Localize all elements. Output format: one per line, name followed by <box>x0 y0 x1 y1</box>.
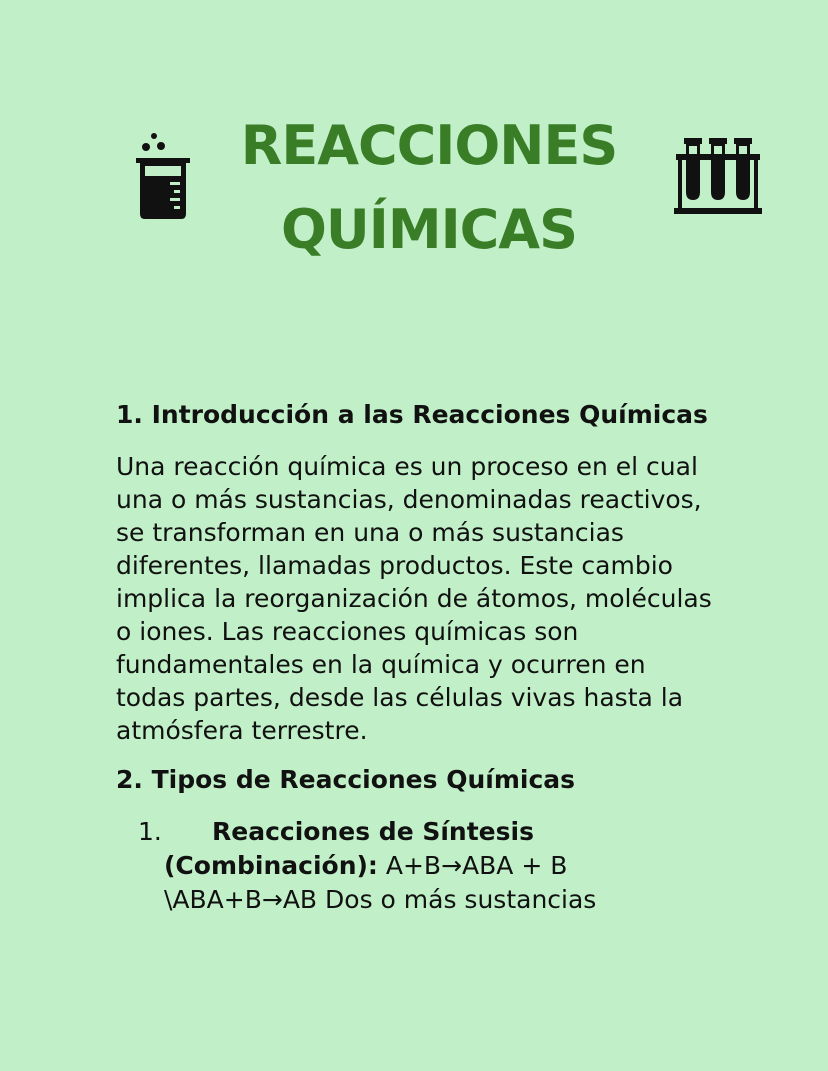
page-title <box>214 104 644 272</box>
section-2-heading: 2. Tipos de Reacciones Químicas <box>116 765 576 794</box>
main-content <box>116 398 716 917</box>
section-1-paragraph: Una reacción química es un proceso en el cual una o más sustancias, denominadas reactivos, se transforman en una o más sustancias diferentes, llamadas productos. Este cambio implica la reorganización de átomos, moléculas o iones. Las reacciones químicas son fundamentales en la química y ocurren en todas partes, desde las células vivas hasta la atmósfera terrestre. <box>116 452 712 745</box>
list-item <box>116 815 716 917</box>
list-item-text: A+B→ABA + B \ABA+B→AB Dos o más sustancias <box>164 851 597 914</box>
list-item-title-cont: (Combinación): <box>164 851 378 880</box>
test-tubes-icon <box>672 134 764 218</box>
header <box>0 0 828 300</box>
title-line-2: QUÍMICAS <box>281 198 577 261</box>
list-item-number: 1. <box>138 817 162 846</box>
section-1-heading: 1. Introducción a las Reacciones Químicas <box>116 400 708 429</box>
beaker-icon <box>132 128 196 224</box>
reaction-types-list <box>116 815 716 917</box>
title-line-1: REACCIONES <box>240 114 618 177</box>
list-item-title: Reacciones de Síntesis <box>212 817 534 846</box>
